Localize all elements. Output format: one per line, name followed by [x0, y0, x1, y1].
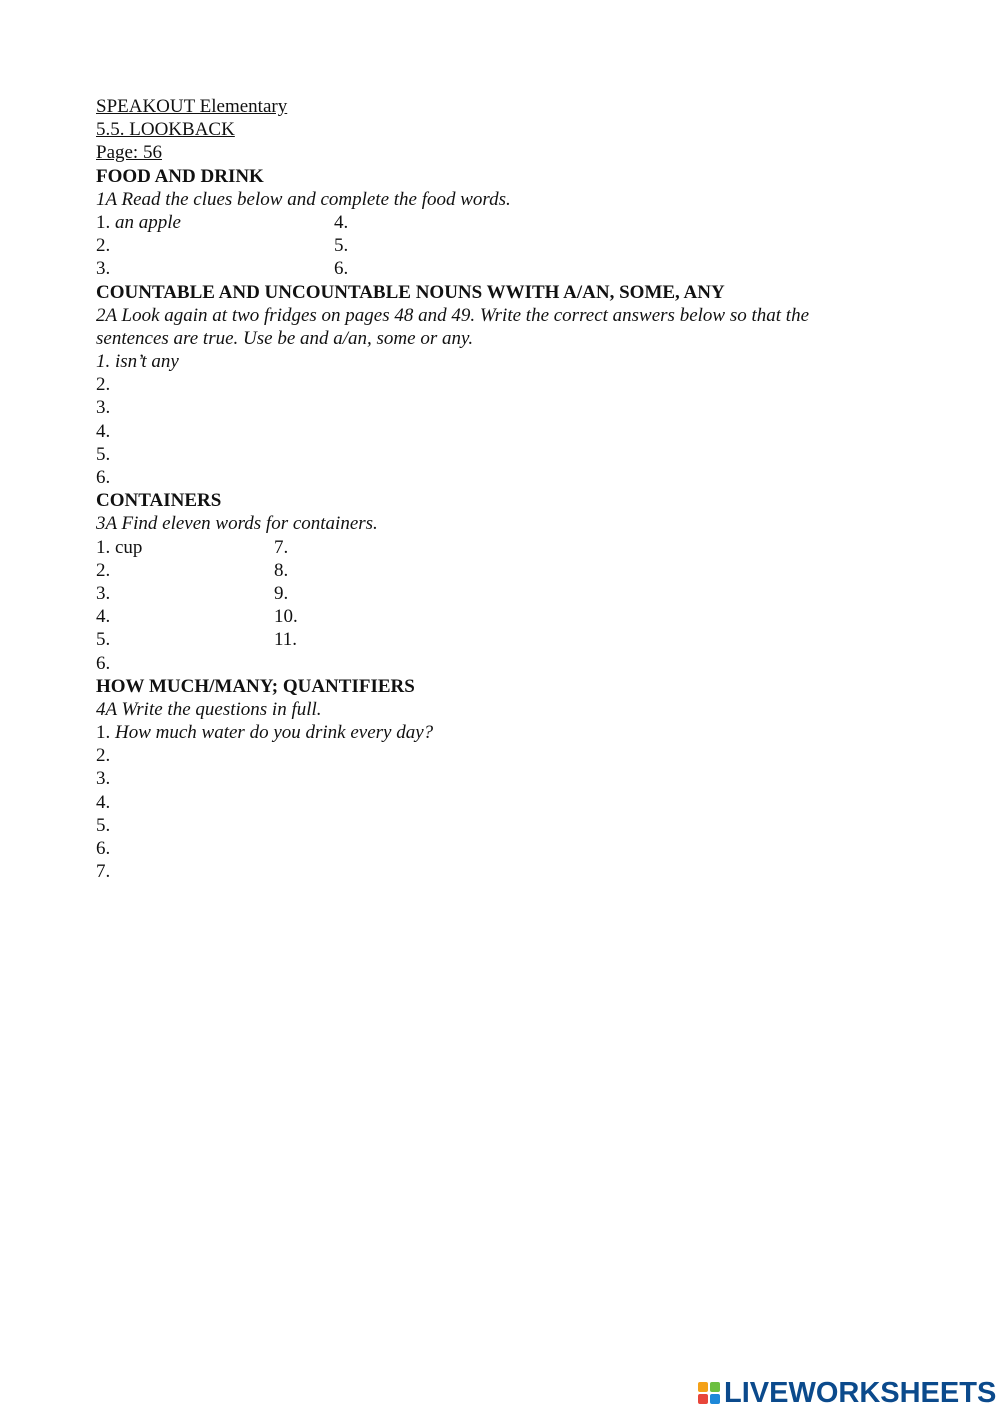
quantifiers-item-3: 3. — [96, 768, 111, 790]
food-item-2: 2. — [96, 235, 111, 257]
section-quantifiers-heading: HOW MUCH/MANY; QUANTIFIERS — [96, 675, 415, 697]
quantifiers-example — [96, 721, 896, 744]
food-item-1-number: 1. — [96, 211, 111, 233]
containers-row-1 — [96, 536, 896, 559]
countable-item-6: 6. — [96, 467, 111, 489]
countable-item-3: 3. — [96, 397, 111, 419]
liveworksheets-logo-text: LIVEWORKSHEETS — [724, 1376, 997, 1409]
container-item-10: 10. — [274, 606, 298, 628]
section-food-drink-instruction: 1A Read the clues below and complete the food words. — [96, 188, 511, 210]
worksheet — [96, 95, 896, 883]
quantifiers-example-text: How much water do you drink every day? — [115, 722, 434, 744]
section-food-drink-heading: FOOD AND DRINK — [96, 165, 264, 187]
unit-title: 5.5. LOOKBACK — [96, 119, 235, 141]
logo-block — [710, 1394, 720, 1404]
quantifiers-item-5: 5. — [96, 814, 111, 836]
section-countable-instruction: 2A Look again at two fridges on pages 48 and 49. Write the correct answers below so that the sentences are true. Use be and a/an, some or any. — [96, 304, 810, 349]
container-item-11: 11. — [274, 629, 298, 651]
container-item-9: 9. — [274, 582, 289, 604]
container-item-2: 2. — [96, 559, 111, 581]
page-reference: Page: 56 — [96, 142, 162, 164]
container-item-8: 8. — [274, 559, 289, 581]
food-row-2 — [96, 234, 896, 257]
containers-row-2 — [96, 559, 896, 582]
food-row-1 — [96, 211, 896, 234]
food-row-3 — [96, 257, 896, 280]
quantifiers-item-4: 4. — [96, 791, 111, 813]
liveworksheets-logo — [698, 1377, 996, 1409]
food-item-5: 5. — [334, 235, 349, 257]
section-quantifiers-instruction: 4A Write the questions in full. — [96, 698, 322, 720]
container-item-5: 5. — [96, 629, 111, 651]
countable-item-4: 4. — [96, 420, 111, 442]
quantifiers-item-2: 2. — [96, 745, 111, 767]
logo-block — [698, 1394, 708, 1404]
food-item-6: 6. — [334, 258, 349, 280]
logo-block — [710, 1382, 720, 1392]
book-title: SPEAKOUT Elementary — [96, 96, 288, 117]
containers-row-3 — [96, 582, 896, 605]
food-item-1-answer: an apple — [115, 211, 181, 233]
container-item-3: 3. — [96, 582, 111, 604]
container-item-6: 6. — [96, 652, 111, 674]
container-item-1: 1. cup — [96, 536, 143, 558]
food-item-3: 3. — [96, 258, 111, 280]
countable-item-2: 2. — [96, 374, 111, 396]
quantifiers-item-6: 6. — [96, 838, 111, 860]
countable-item-5: 5. — [96, 443, 111, 465]
quantifiers-example-number: 1. — [96, 722, 111, 744]
section-countable-heading: COUNTABLE AND UNCOUNTABLE NOUNS WWITH A/AN, SOME, ANY — [96, 281, 725, 303]
section-containers-instruction: 3A Find eleven words for containers. — [96, 513, 378, 535]
liveworksheets-logo-icon — [698, 1382, 720, 1404]
section-containers-heading: CONTAINERS — [96, 490, 222, 512]
food-item-4: 4. — [334, 211, 349, 233]
logo-block — [698, 1382, 708, 1392]
food-item-1 — [96, 211, 181, 234]
container-item-4: 4. — [96, 606, 111, 628]
quantifiers-item-7: 7. — [96, 861, 111, 883]
containers-row-5 — [96, 628, 896, 651]
countable-example: 1. isn’t any — [96, 351, 179, 373]
containers-row-4 — [96, 605, 896, 628]
container-item-7: 7. — [274, 536, 289, 558]
